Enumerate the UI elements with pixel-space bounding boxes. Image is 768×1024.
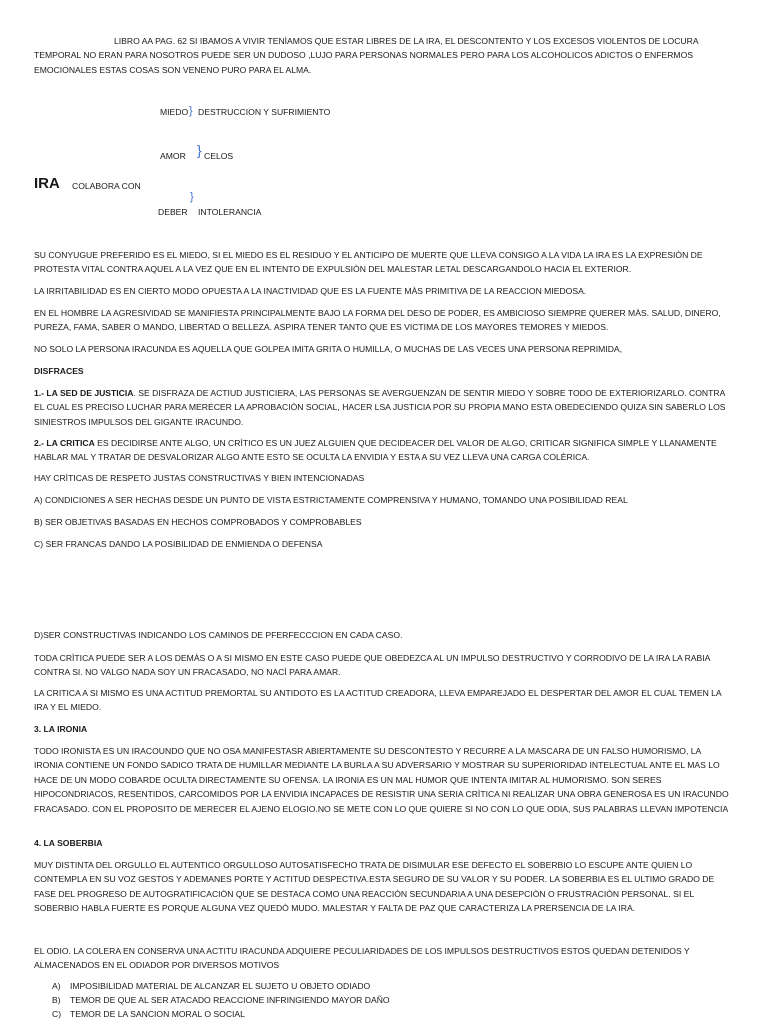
paragraph-no-solo: NO SOLO LA PERSONA IRACUNDA ES AQUELLA QUE GOLPEA IMITA GRITA O HUMILLA, O MUCHAS DE LAS VECES UNA PERSONA REPRIMIDA, (34, 344, 623, 354)
diagram-amor: AMOR (160, 151, 186, 161)
heading-disfraces: DISFRACES (34, 366, 84, 376)
paragraph-ironia: TODO IRONISTA ES UN IRACOUNDO QUE NO OSA MANIFESTASR ABIERTAMENTE SU DESCONTESTO Y RECURRE A LA MASCARA DE UN FALSO HUMORISMO, LA IRONIA CONTIENE UN FONDO SADICO TRATA DE HUMILLAR MEDIANTE LA BURLA A SU ADVERSARIO Y MOSTRAR SU SUPERIORIDAD INTELECTUAL ANTE EL MAS LO HACE DE UN MODO COBARDE OCULTA DIRECTAMENTE SU OFENSA. LA IRONIA ES UN MAL HUMOR QUE INTENTA IMITAR AL HUMORISMO. SON SERES HIPOCONDRIACOS, RESENTIDOS, CARCOMIDOS POR LA ENVIDIA INCAPACES DE RESISTIR UNA SERIA CRÌTICA NI REALIZAR UNA OBRA GENEROSA ES UN IRACUNDO FRACASADO. CON EL PROPOSITO DE MERECER EL AJENO ELOGIO.NO SE METE CON LO QUE QUIERE SI NO CON LO QUE ODIA, SUS PALABRAS LLEVAN IMPOTENCIA (34, 746, 729, 814)
paragraph-d: D)SER CONSTRUCTIVAS INDICANDO LOS CAMINOS DE PFERFECCCION EN CADA CASO. (34, 630, 403, 640)
diagram-amor-result: CELOS (204, 151, 234, 161)
brace-icon: } (190, 191, 194, 203)
list-item: C) TEMOR DE LA SANCION MORAL O SOCIAL (52, 1009, 245, 1019)
paragraph-irritabilidad: LA IRRITABILIDAD ES EN CIERTO MODO OPUESTA A LA INACTIVIDAD QUE ES LA FUENTE MÀS PRIMITIVA DE LA REACCION MIEDOSA. (34, 286, 587, 296)
heading-soberbia: 4. LA SOBERBIA (34, 838, 103, 848)
paragraph-soberbia: MUY DISTINTA DEL ORGULLO EL AUTENTICO ORGULLOSO AUTOSATISFECHO TRATA DE DISIMULAR ESE DEFECTO EL SOBERBIO LO ESCUPE ANTE QUIEN LO CONTEMPLA EN SU VOZ GESTOS Y ADEMANES PORTE Y ACTITUD DESPECTIVA.ESTA SEGURO DE SU VALOR Y SU PODER. LA SOBERBIA ES EL ULTIMO GRADO DE FASE DEL PROGRESO DE AUTOGRATIFICACIÒN QUE SE DESTACA COMO UNA REACCIÒN SECUNDARIA A UNA DESEPCIÒN O FRUSTRACIÒN PERSONAL. SI EL SOBERBIO HABLA FUERTE ES PORQUE ALGUNA VEZ QUEDÒ MUDO. MALESTAR Y FALTA DE PAZ QUE CARACTERIZA LA PRERSENCIA DE LA IRA. (34, 860, 715, 914)
heading-sed-justicia: 1.- LA SED DE JUSTICIA (34, 388, 134, 398)
colabora-label: COLABORA CON (72, 181, 141, 191)
paragraph-critica: 2.- LA CRITICA ES DECIDIRSE ANTE ALGO, UN CRÌTICO ES UN JUEZ ALGUIEN QUE DECIDEACER DEL VALOR DE ALGO, CRITICAR SIGNIFICA SIMPLE Y LLANAMENTE HABLAR MAL Y TRATAR DE DESVALORIZAR ALGO ANTE ESTO SE OCULTA LA ENVIDIA Y ESTA A SU VEZ LLEVA UNA CARGA COLÈRICA. (34, 438, 717, 463)
paragraph-a: A) CONDICIONES A SER HECHAS DESDE UN PUNTO DE VISTA ESTRICTAMENTE COMPRENSIVA Y HUMANO, TOMANDO UNA POSIBILIDAD REAL (34, 495, 628, 505)
paragraph-conyugue: SU CONYUGUE PREFERIDO ES EL MIEDO, SI EL MIEDO ES EL RESIDUO Y EL ANTICIPO DE MUERTE QUE LLEVA CONSIGO A LA VIDA LA IRA ES LA EXPRESIÒN DE PROTESTA VITAL CONTRA AQUEL A LA VEZ QUE EN EL INTENTO DE EXPULSIÒN DEL MALESTAR LETAL DESCARGANDOLO HACIA EL EXTERIOR. (34, 250, 703, 275)
brace-icon: } (197, 142, 202, 158)
ira-heading: IRA (34, 175, 60, 192)
list-item: A) IMPOSIBILIDAD MATERIAL DE ALCANZAR EL SUJETO U OBJETO ODIADO (52, 981, 371, 991)
paragraph-odio: EL ODIO. LA COLERA EN CONSERVA UNA ACTITU IRACUNDA ADQUIERE PECULIARIDADES DE LOS IMPULSOS DESTRUCTIVOS ESTOS QUEDAN DETENIDOS Y ALMACENADOS EN EL ODIADOR POR DIVERSOS MOTIVOS (34, 946, 690, 971)
list-item: B) TEMOR DE QUE AL SER ATACADO REACCIONE INFRINGIENDO MAYOR DAÑO (52, 995, 390, 1005)
diagram-miedo: MIEDO (160, 107, 189, 117)
paragraph-b: B) SER OBJETIVAS BASADAS EN HECHOS COMPROBADOS Y COMPROBABLES (34, 517, 362, 527)
diagram-miedo-result: DESTRUCCION Y SUFRIMIENTO (198, 107, 331, 117)
brace-icon: } (189, 105, 193, 117)
paragraph-sed-justicia: 1.- LA SED DE JUSTICIA. SE DISFRAZA DE ACTIUD JUSTICIERA, LAS PERSONAS SE AVERGUENZAN DE SENTIR MIEDO Y SOBRE TODO DE EXTERIORIZARLO. CONTRA EL CUAL ES PRECISO LUCHAR PARA MERECER LA APROBACIÒN SOCIAL, HACER LSA JUSTICIA POR SU PROPIA MANO ESTA OBEDECIENDO QUIZA SIN SABERLO LOS SINIESTROS IMPULSOS DEL GIGANTE IRACUNDO. (34, 388, 726, 427)
heading-ironia: 3. LA IRONIA (34, 724, 88, 734)
paragraph-critica-mismo: LA CRITICA A SI MISMO ES UNA ACTITUD PREMORTAL SU ANTIDOTO ES LA ACTITUD CREADORA, LLEVA EMPAREJADO EL DESPERTAR DEL AMOR EL CUAL TEMEN LA IRA Y EL MIEDO. (34, 688, 722, 713)
intro-paragraph: LIBRO AA PAG. 62 SI IBAMOS A VIVIR TENÌAMOS QUE ESTAR LIBRES DE LA IRA, EL DESCONTENTO Y LOS EXCESOS VIOLENTOS DE LOCURA TEMPORAL NO ERAN PARA NOSOTROS PUEDE SER UN DUDOSO ,LUJO PARA PERSONAS NORMALES PERO PARA LOS ALCOHOLICOS ADICTOS O ENFERMOS EMOCIONALES ESTAS COSAS SON VENENO PURO PARA EL ALMA. (34, 36, 699, 75)
heading-critica: 2.- LA CRITICA (34, 438, 95, 448)
paragraph-hay: HAY CRÌTICAS DE RESPETO JUSTAS CONSTRUCTIVAS Y BIEN INTENCIONADAS (34, 473, 365, 483)
paragraph-hombre: EN EL HOMBRE LA AGRESIVIDAD SE MANIFIESTA PRINCIPALMENTE BAJO LA FORMA DEL DESO DE PODER, ES AMBICIOSO SIEMPRE QUERER MÀS. SALUD, DINERO, PUREZA, FAMA, SABER O MANDO, LIBERTAD O BELLEZA. ASPIRA TENER TANTO QUE ES VICTIMA DE LOS MAYORES TEMORES Y MIEDOS. (34, 308, 721, 333)
paragraph-c: C) SER FRANCAS DANDO LA POSIBILIDAD DE ENMIENDA O DEFENSA (34, 539, 323, 549)
diagram-deber-result: INTOLERANCIA (198, 207, 262, 217)
paragraph-toda: TODA CRÌTICA PUEDE SER A LOS DEMÀS O A SI MISMO EN ESTE CASO PUEDE QUE OBEDEZCA AL UN IMPULSO DESTRUCTIVO Y CORRODIVO DE LA IRA LA RABIA CONTRA SI. NO VALGO NADA SOY UN FRACASADO, NO NACÌ PARA AMAR. (34, 653, 710, 678)
diagram-deber: DEBER (158, 207, 188, 217)
